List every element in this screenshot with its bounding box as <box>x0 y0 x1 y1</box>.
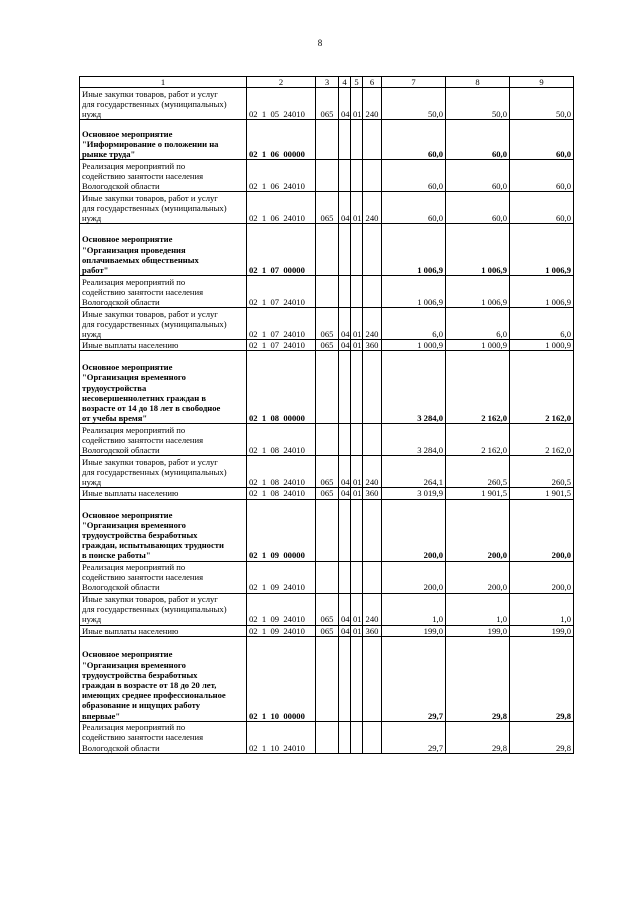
row-kvr-cell: 360 <box>363 625 382 636</box>
row-name-cell <box>80 340 247 351</box>
row-vr-cell <box>316 499 339 561</box>
row-pr-cell <box>351 561 363 593</box>
row-code-cell: 02 1 08 24010 <box>247 424 316 456</box>
column-header: 7 <box>382 77 446 88</box>
row-pr-cell: 01 <box>351 456 363 488</box>
row-rz-cell: 04 <box>339 308 351 340</box>
row-kvr-cell <box>363 424 382 456</box>
row-value-col7: 200,0 <box>382 499 446 561</box>
row-rz-cell <box>339 224 351 276</box>
row-pr-cell: 01 <box>351 308 363 340</box>
row-value-col8: 29,8 <box>446 636 510 721</box>
page-number: 8 <box>317 38 323 48</box>
row-value-col9: 1 000,9 <box>510 340 574 351</box>
row-vr-cell <box>316 276 339 308</box>
row-code-cell: 02 1 08 24010 <box>247 488 316 499</box>
column-header: 8 <box>446 77 510 88</box>
row-name-text: Основное мероприятие "Организация проведения оплачиваемых общественных работ" <box>82 234 199 275</box>
column-header: 5 <box>351 77 363 88</box>
row-kvr-cell: 240 <box>363 456 382 488</box>
row-kvr-cell <box>363 721 382 753</box>
row-vr-cell: 065 <box>316 625 339 636</box>
row-value-col8: 50,0 <box>446 88 510 120</box>
row-name-text: Основное мероприятие "Организация временного трудоустройства несовершеннолетних граждан в возрасте от 14 до 18 лет в свободное от учебы время" <box>82 362 221 424</box>
row-value-col8: 1,0 <box>446 593 510 625</box>
row-code-cell: 02 1 09 24010 <box>247 625 316 636</box>
row-value-col9: 199,0 <box>510 625 574 636</box>
row-value-col8: 199,0 <box>446 625 510 636</box>
row-code-cell: 02 1 07 24010 <box>247 340 316 351</box>
row-rz-cell <box>339 424 351 456</box>
row-rz-cell: 04 <box>339 625 351 636</box>
row-vr-cell <box>316 636 339 721</box>
row-value-col9: 2 162,0 <box>510 424 574 456</box>
row-value-col9: 200,0 <box>510 499 574 561</box>
row-name-cell <box>80 488 247 499</box>
row-kvr-cell <box>363 351 382 424</box>
row-value-col8: 60,0 <box>446 160 510 192</box>
row-name-text: Иные закупки товаров, работ и услуг для государственных (муниципальных) нужд <box>82 308 227 339</box>
row-name-text: Иные выплаты населению <box>82 625 179 636</box>
row-vr-cell <box>316 120 339 160</box>
row-value-col8: 1 006,9 <box>446 224 510 276</box>
row-name-text: Иные закупки товаров, работ и услуг для государственных (муниципальных) нужд <box>82 456 227 488</box>
row-rz-cell <box>339 351 351 424</box>
table-body <box>80 88 574 754</box>
row-vr-cell: 065 <box>316 308 339 340</box>
row-value-col9: 29,8 <box>510 721 574 753</box>
row-value-col9: 1,0 <box>510 593 574 625</box>
row-pr-cell <box>351 276 363 308</box>
row-pr-cell: 01 <box>351 625 363 636</box>
table-row <box>80 160 574 192</box>
row-code-cell: 02 1 05 24010 <box>247 88 316 120</box>
row-name-cell <box>80 721 247 753</box>
table-row <box>80 636 574 721</box>
row-value-col9: 60,0 <box>510 160 574 192</box>
row-kvr-cell <box>363 160 382 192</box>
row-kvr-cell: 240 <box>363 88 382 120</box>
row-kvr-cell <box>363 276 382 308</box>
row-name-text: Основное мероприятие "Организация временного трудоустройства безработных граждан в возрасте от 18 до 20 лет, имеющих среднее профессиональное образование и ищущих работу впервые" <box>82 649 226 721</box>
row-name-text: Реализация мероприятий по содействию занятости населения Вологодской области <box>82 722 204 753</box>
row-name-cell <box>80 308 247 340</box>
row-kvr-cell <box>363 561 382 593</box>
row-value-col7: 3 019,9 <box>382 488 446 499</box>
row-value-col9: 200,0 <box>510 561 574 593</box>
row-value-col8: 29,8 <box>446 721 510 753</box>
row-pr-cell <box>351 499 363 561</box>
row-pr-cell: 01 <box>351 192 363 224</box>
row-value-col8: 6,0 <box>446 308 510 340</box>
row-value-col8: 2 162,0 <box>446 424 510 456</box>
table-row <box>80 120 574 160</box>
row-code-cell: 02 1 09 24010 <box>247 593 316 625</box>
row-kvr-cell: 240 <box>363 192 382 224</box>
row-value-col7: 1 000,9 <box>382 340 446 351</box>
row-code-cell: 02 1 06 24010 <box>247 192 316 224</box>
row-name-cell <box>80 276 247 308</box>
row-pr-cell <box>351 224 363 276</box>
row-name-cell <box>80 224 247 276</box>
row-value-col7: 199,0 <box>382 625 446 636</box>
row-name-text: Реализация мероприятий по содействию занятости населения Вологодской области <box>82 160 204 191</box>
row-value-col7: 60,0 <box>382 160 446 192</box>
row-vr-cell: 065 <box>316 192 339 224</box>
row-name-text: Иные закупки товаров, работ и услуг для государственных (муниципальных) нужд <box>82 594 227 625</box>
row-kvr-cell <box>363 499 382 561</box>
row-value-col9: 50,0 <box>510 88 574 120</box>
row-value-col9: 1 006,9 <box>510 276 574 308</box>
row-pr-cell <box>351 351 363 424</box>
row-value-col7: 200,0 <box>382 561 446 593</box>
row-name-cell <box>80 625 247 636</box>
column-header: 1 <box>80 77 247 88</box>
row-name-cell <box>80 561 247 593</box>
table-row <box>80 593 574 625</box>
column-header: 3 <box>316 77 339 88</box>
row-value-col8: 200,0 <box>446 561 510 593</box>
column-header: 2 <box>247 77 316 88</box>
row-name-text: Основное мероприятие "Организация временного трудоустройства безработных граждан, испытывающих трудности в поиске работы" <box>82 509 224 561</box>
row-pr-cell: 01 <box>351 88 363 120</box>
row-name-text: Иные закупки товаров, работ и услуг для государственных (муниципальных) нужд <box>82 88 227 119</box>
table-row <box>80 499 574 561</box>
row-rz-cell: 04 <box>339 192 351 224</box>
row-value-col7: 29,7 <box>382 636 446 721</box>
row-value-col9: 60,0 <box>510 120 574 160</box>
row-name-text: Реализация мероприятий по содействию занятости населения Вологодской области <box>82 562 204 593</box>
row-name-cell <box>80 120 247 160</box>
row-value-col7: 50,0 <box>382 88 446 120</box>
row-value-col9: 6,0 <box>510 308 574 340</box>
column-header: 6 <box>363 77 382 88</box>
row-value-col8: 200,0 <box>446 499 510 561</box>
row-code-cell: 02 1 07 24010 <box>247 308 316 340</box>
row-value-col8: 60,0 <box>446 120 510 160</box>
table-row <box>80 625 574 636</box>
row-value-col7: 60,0 <box>382 120 446 160</box>
row-kvr-cell: 240 <box>363 308 382 340</box>
row-kvr-cell: 240 <box>363 593 382 625</box>
row-value-col8: 1 006,9 <box>446 276 510 308</box>
row-value-col9: 1 901,5 <box>510 488 574 499</box>
row-name-cell <box>80 160 247 192</box>
row-name-cell <box>80 351 247 424</box>
row-code-cell: 02 1 10 24010 <box>247 721 316 753</box>
row-rz-cell <box>339 561 351 593</box>
row-value-col8: 1 000,9 <box>446 340 510 351</box>
row-name-cell <box>80 456 247 488</box>
column-header: 4 <box>339 77 351 88</box>
row-value-col7: 264,1 <box>382 456 446 488</box>
row-code-cell: 02 1 10 00000 <box>247 636 316 721</box>
budget-table <box>79 76 574 754</box>
table-row <box>80 224 574 276</box>
row-vr-cell: 065 <box>316 88 339 120</box>
row-vr-cell <box>316 561 339 593</box>
row-code-cell: 02 1 08 24010 <box>247 456 316 488</box>
row-kvr-cell <box>363 636 382 721</box>
table-row <box>80 340 574 351</box>
table-row <box>80 276 574 308</box>
table-row <box>80 456 574 488</box>
row-name-text: Иные закупки товаров, работ и услуг для государственных (муниципальных) нужд <box>82 192 227 223</box>
row-rz-cell <box>339 499 351 561</box>
row-name-text: Основное мероприятие "Информирование о положении на рынке труда" <box>82 128 219 159</box>
row-vr-cell <box>316 721 339 753</box>
row-vr-cell: 065 <box>316 456 339 488</box>
row-value-col7: 6,0 <box>382 308 446 340</box>
row-code-cell: 02 1 08 00000 <box>247 351 316 424</box>
row-name-cell <box>80 593 247 625</box>
table-row <box>80 488 574 499</box>
row-name-cell <box>80 88 247 120</box>
row-value-col9: 1 006,9 <box>510 224 574 276</box>
row-code-cell: 02 1 09 00000 <box>247 499 316 561</box>
row-vr-cell: 065 <box>316 340 339 351</box>
table-row <box>80 308 574 340</box>
row-name-cell <box>80 424 247 456</box>
row-rz-cell <box>339 636 351 721</box>
row-kvr-cell <box>363 120 382 160</box>
row-code-cell: 02 1 06 24010 <box>247 160 316 192</box>
row-value-col9: 2 162,0 <box>510 351 574 424</box>
row-rz-cell <box>339 276 351 308</box>
row-value-col7: 60,0 <box>382 192 446 224</box>
row-value-col7: 1 006,9 <box>382 276 446 308</box>
row-kvr-cell <box>363 224 382 276</box>
row-value-col7: 3 284,0 <box>382 424 446 456</box>
row-code-cell: 02 1 09 24010 <box>247 561 316 593</box>
row-value-col8: 2 162,0 <box>446 351 510 424</box>
row-name-cell <box>80 499 247 561</box>
row-rz-cell <box>339 160 351 192</box>
row-pr-cell <box>351 120 363 160</box>
row-value-col8: 260,5 <box>446 456 510 488</box>
row-name-cell <box>80 192 247 224</box>
row-value-col7: 1,0 <box>382 593 446 625</box>
row-code-cell: 02 1 07 24010 <box>247 276 316 308</box>
table-row <box>80 88 574 120</box>
table-row <box>80 424 574 456</box>
row-pr-cell <box>351 424 363 456</box>
row-rz-cell: 04 <box>339 88 351 120</box>
header-row <box>80 77 574 88</box>
row-value-col7: 29,7 <box>382 721 446 753</box>
row-rz-cell: 04 <box>339 593 351 625</box>
table-row <box>80 351 574 424</box>
row-vr-cell <box>316 424 339 456</box>
row-name-text: Иные выплаты населению <box>82 488 179 499</box>
row-value-col9: 29,8 <box>510 636 574 721</box>
row-value-col7: 1 006,9 <box>382 224 446 276</box>
table-row <box>80 561 574 593</box>
row-kvr-cell: 360 <box>363 488 382 499</box>
row-code-cell: 02 1 07 00000 <box>247 224 316 276</box>
row-name-text: Реализация мероприятий по содействию занятости населения Вологодской области <box>82 276 204 307</box>
row-name-text: Иные выплаты населению <box>82 340 179 351</box>
row-name-cell <box>80 636 247 721</box>
row-vr-cell <box>316 351 339 424</box>
row-value-col8: 1 901,5 <box>446 488 510 499</box>
row-rz-cell <box>339 120 351 160</box>
row-vr-cell <box>316 160 339 192</box>
row-rz-cell: 04 <box>339 340 351 351</box>
row-vr-cell: 065 <box>316 593 339 625</box>
row-rz-cell: 04 <box>339 456 351 488</box>
row-value-col8: 60,0 <box>446 192 510 224</box>
row-pr-cell: 01 <box>351 340 363 351</box>
row-value-col9: 260,5 <box>510 456 574 488</box>
row-vr-cell: 065 <box>316 488 339 499</box>
row-code-cell: 02 1 06 00000 <box>247 120 316 160</box>
row-kvr-cell: 360 <box>363 340 382 351</box>
row-vr-cell <box>316 224 339 276</box>
row-pr-cell: 01 <box>351 488 363 499</box>
column-header: 9 <box>510 77 574 88</box>
table-row <box>80 192 574 224</box>
row-pr-cell <box>351 721 363 753</box>
row-rz-cell: 04 <box>339 488 351 499</box>
row-value-col7: 3 284,0 <box>382 351 446 424</box>
table-row <box>80 721 574 753</box>
row-pr-cell: 01 <box>351 593 363 625</box>
row-name-text: Реализация мероприятий по содействию занятости населения Вологодской области <box>82 424 204 456</box>
row-pr-cell <box>351 160 363 192</box>
row-rz-cell <box>339 721 351 753</box>
row-pr-cell <box>351 636 363 721</box>
row-value-col9: 60,0 <box>510 192 574 224</box>
